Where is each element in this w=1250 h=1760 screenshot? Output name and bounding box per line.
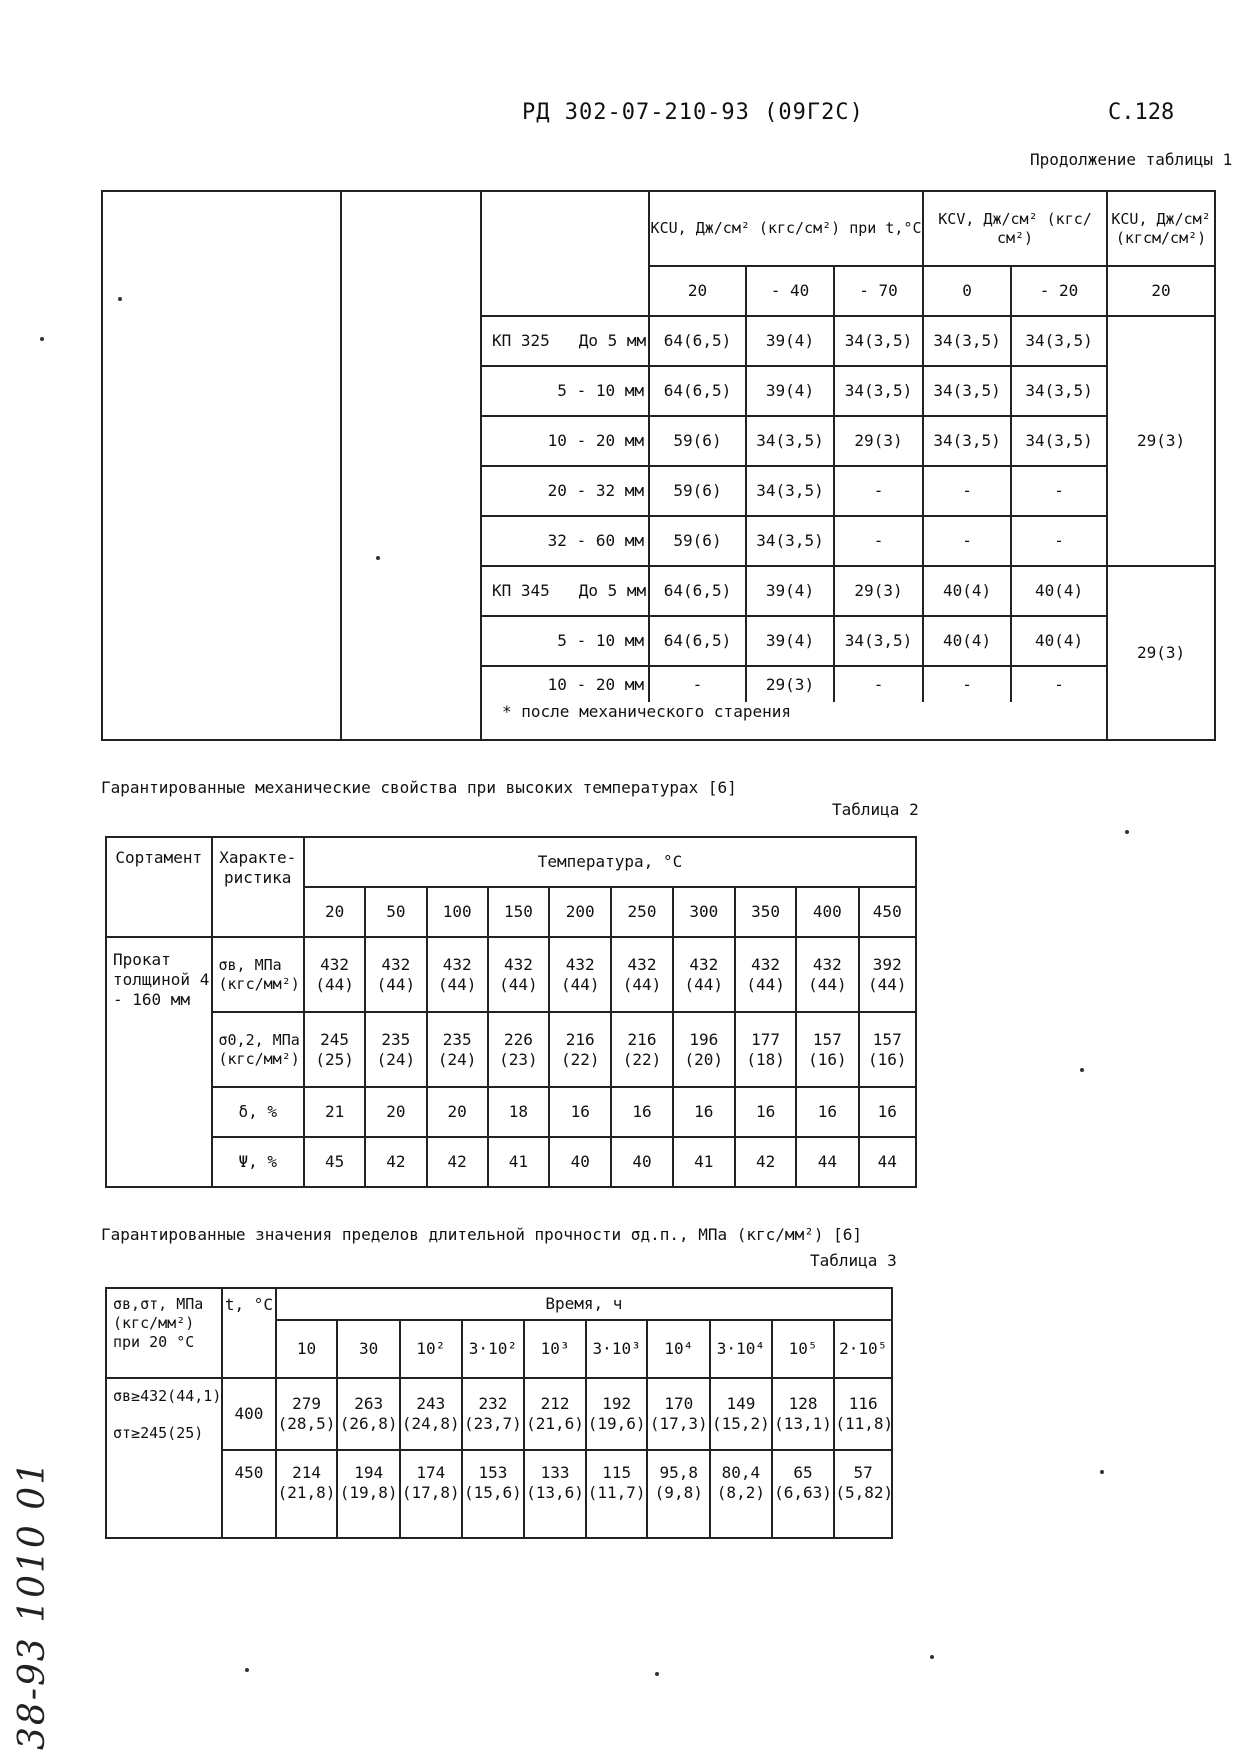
t-header: t, °С [222,1288,276,1378]
value-cell: - [1011,516,1107,566]
table-row [106,937,916,1012]
value-cell: 41 [673,1137,735,1187]
t-cell: 400 [222,1378,276,1450]
value-cell: 170 (17,3) [647,1378,710,1450]
scan-mark [1100,1470,1104,1474]
characteristic-cell: Ψ, % [212,1137,304,1187]
characteristic-header: Характе-ристика [212,837,304,937]
value-cell: 432 (44) [549,937,611,1012]
value-cell: - [1011,466,1107,516]
thickness-range: 10 - 20 мм [481,416,649,466]
value-cell: 116 (11,8) [834,1378,892,1450]
temp-cell: 20 [649,266,746,316]
value-cell: 64(6,5) [649,566,746,616]
value-cell: 39(4) [746,366,834,416]
value-cell: 279 (28,5) [276,1378,338,1450]
value-cell: 149 (15,2) [710,1378,772,1450]
temp-cell: 200 [549,887,611,937]
t-cell: 450 [222,1450,276,1538]
thickness-range: 10 - 20 мм [481,666,649,702]
value-cell: 44 [796,1137,858,1187]
value-cell: 65 (6,63) [772,1450,835,1538]
table-row [106,1087,916,1137]
scan-mark [245,1668,249,1672]
value-cell: 57 (5,82) [834,1450,892,1538]
temp-cell: 150 [488,887,549,937]
table-row [106,1450,892,1538]
temp-cell: 20 [1107,266,1215,316]
characteristic-cell: σ0,2, МПа (кгс/мм²) [212,1012,304,1087]
value-cell: 40(4) [1011,616,1107,666]
value-cell: - [923,516,1011,566]
sortament-value: Прокат толщиной 4 - 160 мм [106,937,212,1187]
time-cell: 10⁴ [647,1320,710,1378]
kcu2-header: KCU, Дж/см² (кгсм/см²) [1107,191,1215,266]
value-cell: 153 (15,6) [462,1450,525,1538]
temp-cell: 400 [796,887,858,937]
time-cell: 30 [337,1320,400,1378]
scan-mark [1125,830,1129,834]
value-cell: 214 (21,8) [276,1450,338,1538]
value-cell: 95,8 (9,8) [647,1450,710,1538]
value-cell: 216 (22) [549,1012,611,1087]
table-row [106,1012,916,1087]
page-number: С.128 [1108,100,1175,125]
value-cell: 192 (19,6) [586,1378,648,1450]
value-cell: 392 (44) [859,937,916,1012]
value-cell: 432 (44) [796,937,858,1012]
value-cell: 226 (23) [488,1012,549,1087]
value-cell: 40(4) [923,616,1011,666]
value-cell: - [834,516,923,566]
value-cell: 235 (24) [365,1012,426,1087]
value-cell: 263 (26,8) [337,1378,400,1450]
temp-cell: 0 [923,266,1011,316]
value-cell: 39(4) [746,566,834,616]
value-cell: - [834,666,923,702]
value-cell: 64(6,5) [649,366,746,416]
table3-label: Таблица 3 [810,1251,897,1270]
value-cell: 432 (44) [488,937,549,1012]
thickness-range: 32 - 60 мм [481,516,649,566]
temp-cell: - 70 [834,266,923,316]
temp-cell: 450 [859,887,916,937]
table-3 [105,1287,893,1539]
value-cell: 34(3,5) [923,316,1011,366]
value-cell: 29(3) [834,566,923,616]
value-cell: 174 (17,8) [400,1450,462,1538]
value-cell: 41 [488,1137,549,1187]
value-cell: 40(4) [923,566,1011,616]
table3-caption: Гарантированные значения пределов длительной прочности σд.п., МПа (кгс/мм²) [6] [101,1225,862,1244]
kcu-header: KCU, Дж/см² (кгс/см²) при t,°C [649,191,923,266]
value-cell: 16 [735,1087,796,1137]
value-cell: 177 (18) [735,1012,796,1087]
table-row [106,1137,916,1187]
value-cell: 34(3,5) [746,416,834,466]
scan-mark [118,297,122,301]
value-cell: 34(3,5) [1011,316,1107,366]
value-cell: 40(4) [1011,566,1107,616]
thickness-range: До 5 мм [578,331,647,350]
time-cell: 10⁵ [772,1320,835,1378]
table1-blank-col-2 [341,191,481,740]
value-cell: 432 (44) [427,937,488,1012]
sigma-t-value: σт≥245(25) [113,1423,204,1442]
value-cell: 44 [859,1137,916,1187]
time-header: Время, ч [276,1288,892,1320]
value-cell: 59(6) [649,516,746,566]
thickness-range: До 5 мм [578,581,647,600]
scan-mark [376,556,380,560]
value-cell: 34(3,5) [923,366,1011,416]
temp-cell: 100 [427,887,488,937]
table1-footnote: * после механического старения [481,702,1107,740]
value-cell: 432 (44) [673,937,735,1012]
value-cell: 194 (19,8) [337,1450,400,1538]
table-1 [101,190,1216,741]
scan-mark [1080,1068,1084,1072]
temp-cell: 250 [611,887,672,937]
sortament-header: Сортамент [106,837,212,937]
value-cell: 232 (23,7) [462,1378,525,1450]
value-cell: 432 (44) [365,937,426,1012]
value-cell: - [649,666,746,702]
table1-blank-col-1 [102,191,341,740]
sigma-b-value: σв≥432(44,1) [113,1387,222,1405]
time-cell: 3·10³ [586,1320,648,1378]
value-cell: 128 (13,1) [772,1378,835,1450]
value-cell: 16 [673,1087,735,1137]
value-cell: 20 [427,1087,488,1137]
value-cell: 64(6,5) [649,316,746,366]
kcv-header: KCV, Дж/см² (кгс/см²) [923,191,1107,266]
value-cell: 432 (44) [304,937,365,1012]
value-cell: 16 [796,1087,858,1137]
table2-caption: Гарантированные механические свойства при высоких температурах [6] [101,778,737,797]
temp-cell: 50 [365,887,426,937]
value-cell: - [923,666,1011,702]
value-cell: 157 (16) [859,1012,916,1087]
value-cell: 157 (16) [796,1012,858,1087]
thickness-range: 20 - 32 мм [481,466,649,516]
value-cell: 80,4 (8,2) [710,1450,772,1538]
value-cell: 34(3,5) [834,366,923,416]
kcu-group1-value: 29(3) [1107,316,1215,566]
value-cell: - [834,466,923,516]
value-cell: 29(3) [746,666,834,702]
value-cell: 40 [611,1137,672,1187]
temp-cell: 20 [304,887,365,937]
value-cell: 34(3,5) [1011,416,1107,466]
value-cell: 59(6) [649,466,746,516]
scan-mark [40,337,44,341]
value-cell: 34(3,5) [1011,366,1107,416]
table2-label: Таблица 2 [832,800,919,819]
value-cell: 20 [365,1087,426,1137]
temp-cell: 350 [735,887,796,937]
value-cell: 243 (24,8) [400,1378,462,1450]
value-cell: 432 (44) [611,937,672,1012]
value-cell: 21 [304,1087,365,1137]
value-cell: 235 (24) [427,1012,488,1087]
value-cell: 34(3,5) [746,466,834,516]
characteristic-cell: δ, % [212,1087,304,1137]
time-cell: 2·10⁵ [834,1320,892,1378]
value-cell: - [1011,666,1107,702]
table-row [106,1378,892,1450]
value-cell: 18 [488,1087,549,1137]
table1-blank-head [481,191,649,316]
value-cell: 40 [549,1137,611,1187]
time-cell: 10² [400,1320,462,1378]
value-cell: 196 (20) [673,1012,735,1087]
time-cell: 3·10² [462,1320,525,1378]
temperature-header: Температура, °С [304,837,916,887]
scan-mark [930,1655,934,1659]
temp-cell: - 20 [1011,266,1107,316]
value-cell: 45 [304,1137,365,1187]
value-cell: 64(6,5) [649,616,746,666]
scan-mark [655,1672,659,1676]
value-cell: 42 [735,1137,796,1187]
temp-cell: - 40 [746,266,834,316]
value-cell: 432 (44) [735,937,796,1012]
value-cell: 16 [549,1087,611,1137]
value-cell: 39(4) [746,616,834,666]
sigma-header: σв,σт, МПа (кгс/мм²) при 20 °С [106,1288,222,1378]
value-cell: 29(3) [834,416,923,466]
value-cell: 212 (21,6) [524,1378,586,1450]
characteristic-cell: σв, МПа (кгс/мм²) [212,937,304,1012]
value-cell: 34(3,5) [746,516,834,566]
time-cell: 10 [276,1320,338,1378]
value-cell: 245 (25) [304,1012,365,1087]
time-cell: 3·10⁴ [710,1320,772,1378]
handwritten-margin-note: 38-93 1010 01 [12,1459,53,1750]
thickness-range: 5 - 10 мм [481,366,649,416]
kcu-group2-value: 29(3) [1107,566,1215,740]
value-cell: 133 (13,6) [524,1450,586,1538]
value-cell: 42 [427,1137,488,1187]
value-cell: 34(3,5) [834,616,923,666]
temp-cell: 300 [673,887,735,937]
value-cell: - [923,466,1011,516]
thickness-range: 5 - 10 мм [481,616,649,666]
value-cell: 59(6) [649,416,746,466]
value-cell: 16 [859,1087,916,1137]
table1-continuation: Продолжение таблицы 1 [1030,150,1233,169]
value-cell: 42 [365,1137,426,1187]
value-cell: 34(3,5) [834,316,923,366]
value-cell: 16 [611,1087,672,1137]
group-label-kp345: КП 345 [492,581,550,600]
document-code: РД 302-07-210-93 (09Г2С) [522,100,864,125]
value-cell: 39(4) [746,316,834,366]
value-cell: 216 (22) [611,1012,672,1087]
group-label-kp325: КП 325 [492,331,550,350]
sigma-values [106,1378,222,1538]
time-cell: 10³ [524,1320,586,1378]
value-cell: 34(3,5) [923,416,1011,466]
table-2 [105,836,917,1188]
value-cell: 115 (11,7) [586,1450,648,1538]
